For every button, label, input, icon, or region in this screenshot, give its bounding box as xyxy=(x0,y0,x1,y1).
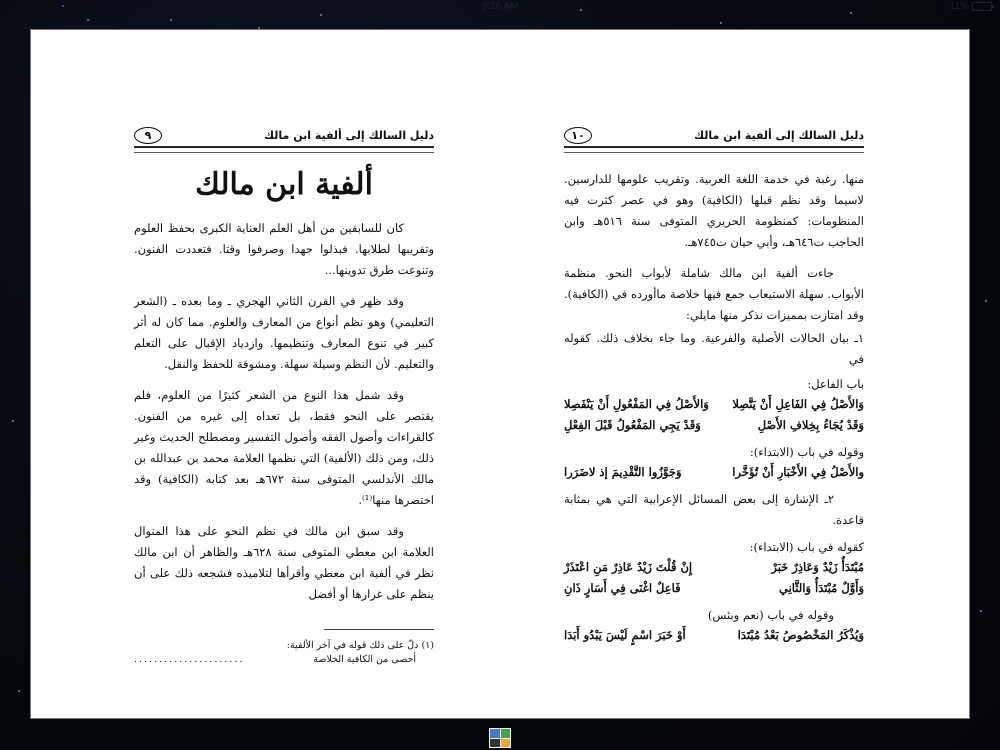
status-time: 9:26 AM xyxy=(481,1,519,12)
verse-hemistich: فَاعِلٌ اغْنَى فِي أَسَارٍ ذَانِ xyxy=(564,581,681,595)
star xyxy=(87,19,89,21)
section-label: وقوله في باب (الابتداء): xyxy=(749,445,864,459)
verse-hemistich: إِنْ قُلْتَ زَيْدٌ عَاذِرٌ مَنِ اعْتَذَرْ xyxy=(564,560,693,574)
verse-row xyxy=(564,462,864,483)
page-number: ٩ xyxy=(134,127,162,144)
verse-hemistich: ...................... xyxy=(134,654,245,665)
star xyxy=(320,14,322,16)
chapter-title: ألفية ابن مالك xyxy=(195,167,373,202)
paragraph: كان للسابقين من أهل العلم العناية الكبرى بحفظ العلوم وتقريبها لطلابها. فبذلوا جهدا وصرفوا وقتا. فتعددت الفنون. وتنوعت طرق تدوينها... xyxy=(134,221,434,277)
footnote-marker: (١) xyxy=(421,640,434,651)
verse-row xyxy=(564,578,864,599)
status-bar xyxy=(0,0,1000,14)
verse-row xyxy=(564,394,864,415)
verse-row xyxy=(564,415,864,436)
book-spread[interactable] xyxy=(30,29,970,719)
point-1: ١ـ بيان الحالات الأصلية والفرعية. وما جاء بخلاف ذلك. كقوله في xyxy=(564,331,864,366)
footnote-text: دلّ على ذلك قوله في آخر الألفية: xyxy=(286,640,419,651)
right-page xyxy=(564,126,864,652)
paragraph: منها. رغبة في خدمة اللغة العربية. وتقريب علومها للدارسين. لاسيما وقد نظم قبلها (الكافية) وهو في عصر كثرت فيه المنظومات: كمنظومة الحريري المتوفى سنة ٥١٦هـ وابن الحاجب ت٦٤٦هـ، وأبي حيان ت٧٤٥هـ. xyxy=(564,172,864,249)
star xyxy=(720,22,722,24)
app-icon-tile xyxy=(490,739,500,748)
section-label: باب الفاعل: xyxy=(807,377,864,391)
battery-percent: 11% xyxy=(949,1,969,12)
verse-block xyxy=(564,394,864,436)
point-2: ٢ـ الإشارة إلى بعض المسائل الإعرابية التي هي بمثابة قاعدة. xyxy=(564,492,864,527)
running-head-title: دليل السالك إلى ألفية ابن مالك xyxy=(264,128,434,142)
verse-row xyxy=(564,557,864,578)
verse-hemistich: وَأَوَّلٌ مُبْتَدَأٌ وَالثَّانِي xyxy=(778,581,864,595)
verse-hemistich: وَالأَصْلُ فِي الفَاعِلِ أَنْ يَتَّصِلا xyxy=(732,397,864,411)
running-head-title: دليل السالك إلى ألفية ابن مالك xyxy=(694,128,864,142)
star xyxy=(12,420,14,422)
verse-hemistich: أحصى من الكافية الخلاصة xyxy=(313,654,416,665)
running-head xyxy=(134,126,434,144)
verse-block xyxy=(564,625,864,646)
verse-hemistich: أَوْ خَبَرَ اسْمٍ لَيْسَ يَبْدُو أَبَدَا xyxy=(564,628,686,642)
app-launcher-icon[interactable] xyxy=(489,728,511,748)
verse-hemistich: وَقَدْ يَجِي المَفْعُولُ قَبْلَ الفِعْلِ xyxy=(564,418,701,432)
paragraph: وقد شمل هذا النوع من الشعر كثيرًا من العلوم، فلم يقتصر على النحو فقط، بل تعداه إلى غيره من الفنون. كالقراءات وأصول الفقه وأصول التفسير ومصطلح الحديث وغير ذلك، ومن ذلك (الألفية) التي نظمها العلامة محمد بن عبدالله بن مالك الأندلسي المتوفى سنة ٦٧٢هـ بعد كتابه (الكافية) وقد اختصرها منها⁽¹⁾. xyxy=(134,388,434,507)
app-icon-tile xyxy=(501,729,511,738)
section-label: كقوله في باب (الابتداء): xyxy=(749,540,864,554)
app-icon-tile xyxy=(501,739,511,748)
footnote-rule xyxy=(324,629,434,630)
star xyxy=(985,300,987,302)
verse-block xyxy=(564,557,864,599)
verse-hemistich: وَيُذْكَرُ المَخْصُوصُ بَعْدُ مُبْتَدَا xyxy=(737,628,864,642)
battery-icon xyxy=(972,2,992,11)
battery-indicator xyxy=(950,1,992,12)
section-label: وقوله في باب (نعم وبئس) xyxy=(707,608,834,622)
page-number: ١٠ xyxy=(564,127,592,144)
verse-hemistich: والأَصْلُ فِي الأَخْبَارِ أَنْ تُؤَخَّرا xyxy=(732,465,864,479)
verse-row xyxy=(564,625,864,646)
header-rule xyxy=(134,146,434,153)
paragraph: وقد سبق ابن مالك في نظم النحو على هذا المنوال العلامة ابن معطي المتوفى سنة ٦٢٨هـ والظاهر أن ابن مالك نظر في ألفية ابن معطي وأقرأها لتلاميذه فشجعه ذلك على أن ينظم على غرارها أو أفضل xyxy=(134,524,434,601)
verse-hemistich: مُبْتَدَأٌ زَيْدٌ وَعَاذِرٌ خَبَرْ xyxy=(771,560,864,574)
footnote-verse xyxy=(134,654,434,665)
star xyxy=(170,19,172,21)
running-head xyxy=(564,126,864,144)
verse-hemistich: وَقَدْ يُجَاءُ بِخِلافِ الأَصْلِ xyxy=(757,418,864,432)
left-page xyxy=(134,126,434,665)
star xyxy=(18,690,20,692)
verse-hemistich: وَجَوَّزُوا التَّقْدِيمَ إذ لاضَرَرا xyxy=(564,465,682,479)
footnote xyxy=(134,638,434,654)
verse-hemistich: وَالأَصْلُ فِي المَفْعُولِ أَنْ يَنْفَصِلا xyxy=(564,397,709,411)
app-icon-tile xyxy=(490,729,500,738)
paragraph: وقد ظهر في القرن الثاني الهجري ـ وما بعده ـ (الشعر التعليمي) وهو نظم أنواع من المعارف والعلوم. مما كان له أثر كبير في تنوع المعارف وتنظيمها. وازدياد الإقبال على التعلم والتعليم. لأن النظم وسيلة سهلة. ومشوقة للحفظ والنقل. xyxy=(134,294,434,371)
header-rule xyxy=(564,146,864,153)
star xyxy=(980,610,982,612)
verse-block xyxy=(564,462,864,483)
paragraph: جاءت ألفية ابن مالك شاملة لأبواب النحو. منظمة الأبواب. سهلة الاستيعاب جمع فيها خلاصة ماأورده في (الكافية). وقد امتازت بمميزات نذكر منها مايلي: xyxy=(564,266,864,322)
